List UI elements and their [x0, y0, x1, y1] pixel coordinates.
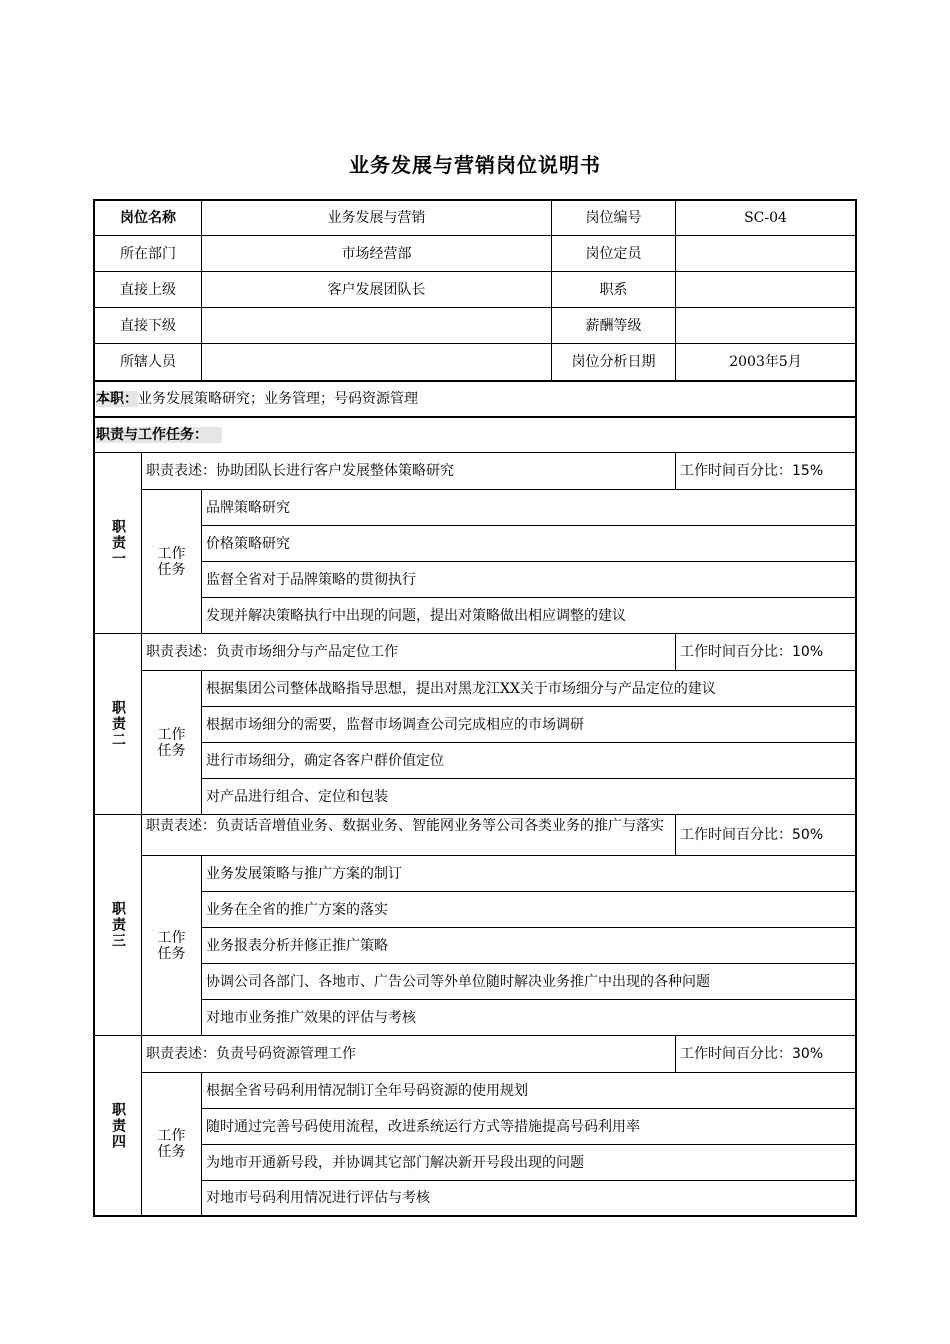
duty-4-task-2: 随时通过完善号码使用流程，改进系统运行方式等措施提高号码利用率 — [206, 1118, 640, 1135]
label-headcount: 岗位定员 — [585, 245, 642, 262]
value-department: 市场经营部 — [341, 245, 412, 262]
duties-header-text: 职责与工作任务： — [96, 427, 222, 443]
duties-header — [95, 418, 855, 452]
duty-2-task-1: 根据集团公司整体战略指导思想，提出对黑龙江XX关于市场细分与产品定位的建议 — [206, 680, 716, 697]
value-direct-superior: 客户发展团队长 — [327, 281, 426, 298]
duty-3-task-3: 业务报表分析并修正推广策略 — [206, 937, 388, 954]
duty-4-percentage: 工作时间百分比：30% — [680, 1046, 824, 1062]
core-duty-label: 本职： — [96, 391, 138, 407]
duty-1-percentage: 工作时间百分比：15% — [680, 463, 824, 479]
label-position-name: 岗位名称 — [120, 210, 176, 226]
duty-2-task-3: 进行市场细分，确定各客户群价值定位 — [206, 752, 444, 769]
duty-2-description: 职责表述：负责市场细分与产品定位工作 — [146, 644, 398, 660]
label-job-family: 职系 — [599, 281, 628, 298]
duty-3-description: 职责表述：负责话音增值业务、数据业务、智能网业务等公司各类业务的推广与落实 — [146, 818, 664, 834]
duty-4-task-3: 为地市开通新号段，并协调其它部门解决新开号段出现的问题 — [206, 1154, 584, 1171]
duty-3-task-5: 对地市业务推广效果的评估与考核 — [206, 1009, 416, 1026]
duty-1-task-label: 工作任务 — [157, 545, 186, 578]
duty-4-task-4: 对地市号码利用情况进行评估与考核 — [206, 1190, 430, 1206]
duty-1-task-2: 价格策略研究 — [206, 535, 290, 552]
value-position-code: SC-04 — [744, 210, 787, 226]
core-duty-row — [95, 382, 855, 416]
label-direct-superior: 直接上级 — [120, 281, 176, 298]
value-job-family — [676, 272, 855, 307]
label-direct-subordinate: 直接下级 — [120, 317, 176, 334]
duty-4-task-label: 工作任务 — [157, 1128, 186, 1160]
duty-3-percentage: 工作时间百分比：50% — [680, 827, 824, 843]
page-title: 业务发展与营销岗位说明书 — [349, 153, 601, 177]
value-headcount — [676, 236, 855, 271]
label-salary-grade: 薪酬等级 — [585, 317, 642, 334]
duty-1-description: 职责表述：协助团队长进行客户发展整体策略研究 — [146, 463, 454, 479]
label-department: 所在部门 — [120, 245, 176, 262]
duty-4-task-1: 根据全省号码利用情况制订全年号码资源的使用规划 — [206, 1082, 528, 1099]
duty-3-task-1: 业务发展策略与推广方案的制订 — [206, 865, 402, 882]
label-analysis-date: 岗位分析日期 — [571, 354, 656, 370]
duty-2-percentage: 工作时间百分比：10% — [680, 644, 824, 660]
duty-3-name: 职责三 — [110, 901, 126, 949]
label-staff: 所辖人员 — [120, 354, 176, 370]
duty-2-task-2: 根据市场细分的需要，监督市场调查公司完成相应的市场调研 — [206, 716, 584, 733]
duty-1-task-1: 品牌策略研究 — [206, 499, 290, 516]
duty-4-name: 职责四 — [110, 1101, 126, 1150]
duty-2-task-4: 对产品进行组合、定位和包装 — [206, 788, 388, 805]
job-description-table — [93, 199, 857, 1217]
core-duty-text: 业务发展策略研究；业务管理；号码资源管理 — [138, 391, 418, 407]
value-salary-grade — [676, 308, 855, 343]
duty-3-task-label: 工作任务 — [157, 929, 186, 962]
duty-1-name: 职责一 — [110, 519, 126, 567]
duty-4-description: 职责表述：负责号码资源管理工作 — [146, 1046, 356, 1062]
value-staff — [202, 344, 551, 380]
duty-1-task-3: 监督全省对于品牌策略的贯彻执行 — [206, 571, 416, 588]
duty-2-task-label: 工作任务 — [157, 726, 186, 759]
label-position-code: 岗位编号 — [585, 210, 642, 226]
duty-3-task-2: 业务在全省的推广方案的落实 — [206, 901, 388, 918]
duty-2-name: 职责二 — [110, 700, 126, 748]
duty-3-task-4: 协调公司各部门、各地市、广告公司等外单位随时解决业务推广中出现的各种问题 — [206, 973, 710, 990]
value-analysis-date: 2003年5月 — [729, 354, 802, 370]
value-direct-subordinate — [202, 308, 551, 343]
duty-1-task-4: 发现并解决策略执行中出现的问题，提出对策略做出相应调整的建议 — [206, 607, 626, 624]
value-position-name: 业务发展与营销 — [327, 210, 426, 226]
